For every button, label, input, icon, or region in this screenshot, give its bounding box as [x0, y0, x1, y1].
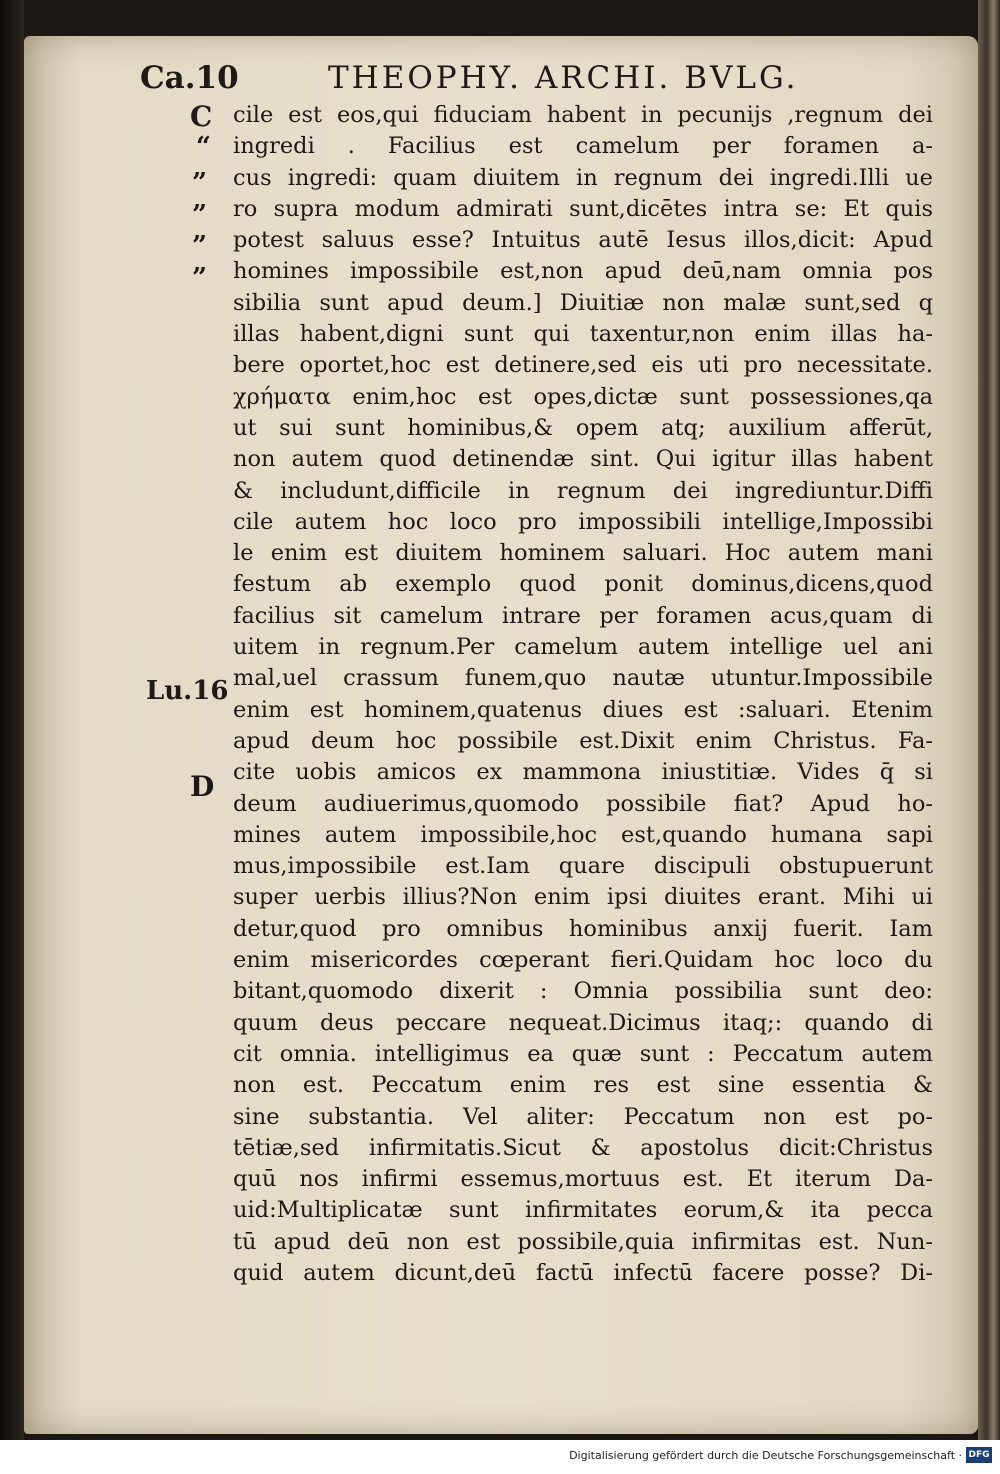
- text-line: bitant,quomodo dixerit : Omnia possibilia sunt deo:: [233, 978, 933, 1005]
- margin-letter-d: D: [190, 770, 215, 803]
- book-spine: [0, 0, 24, 1440]
- text-line: detur,quod pro omnibus hominibus anxij fuerit. Iam: [233, 915, 933, 942]
- text-line: sibilia sunt apud deum.] Diuitiæ non malæ sunt,sed q: [233, 289, 933, 316]
- text-line: mines autem impossibile,hoc est,quando humana sapi: [233, 821, 933, 848]
- text-line: cite uobis amicos ex mammona iniustitiæ. Vides q̄ si: [233, 759, 933, 786]
- text-line: ro supra modum admirati sunt,dicētes intra se: Et quis: [233, 195, 933, 222]
- text-line: uid:Multiplicatæ sunt infirmitates eorum,& ita pecca: [233, 1197, 933, 1224]
- text-line: uitem in regnum.Per camelum autem intellige uel ani: [233, 634, 933, 661]
- page-header: [140, 60, 940, 100]
- text-line: potest saluus esse? Intuitus autē Iesus illos,dicit: Apud: [233, 227, 933, 254]
- text-line: χρήματα enim,hoc est opes,dictæ sunt possessiones,qa: [233, 383, 933, 410]
- text-line: cile autem hoc loco pro impossibili intellige,Impossibi: [233, 508, 933, 535]
- text-line: le enim est diuitem hominem saluari. Hoc autem mani: [233, 540, 933, 567]
- text-line: homines impossibile est,non apud deū,nam omnia pos: [233, 258, 933, 285]
- text-line: ingredi . Facilius est camelum per foramen a-: [233, 133, 933, 160]
- margin-quote-mark: ”: [192, 200, 207, 230]
- page-edge: [978, 0, 1000, 1440]
- text-line: enim misericordes cœperant fieri.Quidam hoc loco du: [233, 947, 933, 974]
- text-line: sine substantia. Vel aliter: Peccatum non est po-: [233, 1103, 933, 1130]
- text-line: deum audiuerimus,quomodo possibile fiat? Apud ho-: [233, 790, 933, 817]
- running-title: THEOPHY. ARCHI. BVLG.: [328, 60, 799, 96]
- margin-letter-c: C: [190, 100, 213, 133]
- text-line: enim est hominem,quatenus diues est :saluari. Etenim: [233, 696, 933, 723]
- text-line: tētiæ,sed infirmitatis.Sicut & apostolus dicit:Christus: [233, 1134, 933, 1161]
- margin-quote-mark: ”: [192, 263, 207, 293]
- margin-quote-mark: ”: [192, 168, 207, 198]
- text-line: & includunt,difficile in regnum dei ingrediuntur.Diffi: [233, 477, 933, 504]
- text-line: ut sui sunt hominibus,& opem atq; auxilium afferūt,: [233, 414, 933, 441]
- margin-reference: Lu.16: [146, 676, 229, 706]
- text-line: non est. Peccatum enim res est sine essentia &: [233, 1072, 933, 1099]
- text-line: cile est eos,qui fiduciam habent in pecunijs ,regnum dei: [233, 102, 933, 128]
- text-line: quum deus peccare nequeat.Dicimus itaq;: quando di: [233, 1009, 933, 1036]
- dfg-logo: DFG: [966, 1447, 992, 1463]
- text-line: super uerbis illius?Non enim ipsi diuites erant. Mihi ui: [233, 884, 933, 911]
- text-line: quid autem dicunt,deū factū infectū facere posse? Di-: [233, 1259, 933, 1286]
- text-line: bere oportet,hoc est detinere,sed eis uti pro necessitate.: [233, 352, 933, 379]
- text-line: mal,uel crassum funem,quo nautæ utuntur.Impossibile: [233, 665, 933, 692]
- text-line: mus,impossibile est.Iam quare discipuli obstupuerunt: [233, 853, 933, 880]
- chapter-label: Ca.10: [140, 60, 239, 96]
- footer-bar: [0, 1440, 1000, 1474]
- margin-quote-mark: ”: [192, 231, 207, 261]
- text-line: non autem quod detinendæ sint. Qui igitur illas habent: [233, 446, 933, 473]
- text-line: cus ingredi: quam diuitem in regnum dei ingredi.Illi ue: [233, 164, 933, 191]
- text-line: festum ab exemplo quod ponit dominus,dicens,quod: [233, 571, 933, 598]
- text-line: tū apud deū non est possibile,quia infirmitas est. Nun-: [233, 1228, 933, 1255]
- margin-quote-mark: “: [196, 132, 211, 162]
- text-line: facilius sit camelum intrare per foramen acus,quam di: [233, 602, 933, 629]
- body-text: [233, 100, 933, 1289]
- text-line: cit omnia. intelligimus ea quæ sunt : Peccatum autem: [233, 1040, 933, 1067]
- funding-credit: Digitalisierung gefördert durch die Deutsche Forschungsgemeinschaft ·: [569, 1449, 962, 1462]
- text-line: quū nos infirmi essemus,mortuus est. Et iterum Da-: [233, 1166, 933, 1193]
- text-line: illas habent,digni sunt qui taxentur,non enim illas ha-: [233, 321, 933, 348]
- text-line: apud deum hoc possibile est.Dixit enim Christus. Fa-: [233, 727, 933, 754]
